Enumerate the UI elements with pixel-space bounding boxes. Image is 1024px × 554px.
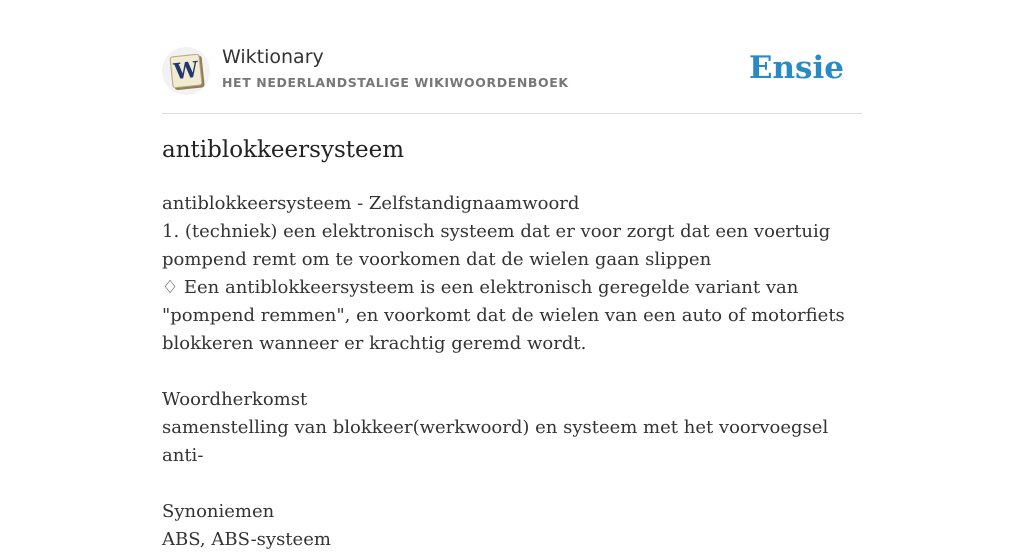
page-title: antiblokkeersysteem — [162, 137, 405, 163]
word-class-line: antiblokkeersysteem - Zelfstandignaamwoord — [162, 193, 580, 214]
spacer — [162, 470, 862, 498]
wiktionary-logo-icon[interactable] — [162, 47, 210, 95]
ensie-logo-link[interactable]: Ensie — [748, 50, 844, 86]
entry-content — [162, 190, 862, 554]
brand-tagline: HET NEDERLANDSTALIGE WIKIWOORDENBOEK — [222, 75, 569, 90]
synonyms-heading: Synoniemen — [162, 501, 275, 522]
spacer — [162, 358, 862, 386]
synonyms-text: ABS, ABS-systeem — [162, 529, 331, 550]
example-sentence: ♢ Een antiblokkeersysteem is een elektronisch geregelde variant van "pompend remmen", en voorkomt dat de wielen van een auto of motorfiets blokkeren wanneer er krachtig geremd wordt. — [162, 277, 845, 354]
definition: 1. (techniek) een elektronisch systeem dat er voor zorgt dat een voertuig pompend remt om te voorkomen dat de wielen gaan slippen — [162, 221, 831, 270]
brand-name[interactable]: Wiktionary — [222, 46, 324, 68]
etymology-text: samenstelling van blokkeer(werkwoord) en systeem met het voorvoegsel anti- — [162, 417, 829, 466]
logo-letter: W — [169, 54, 202, 89]
page-header — [162, 45, 862, 114]
etymology-heading: Woordherkomst — [162, 389, 308, 410]
